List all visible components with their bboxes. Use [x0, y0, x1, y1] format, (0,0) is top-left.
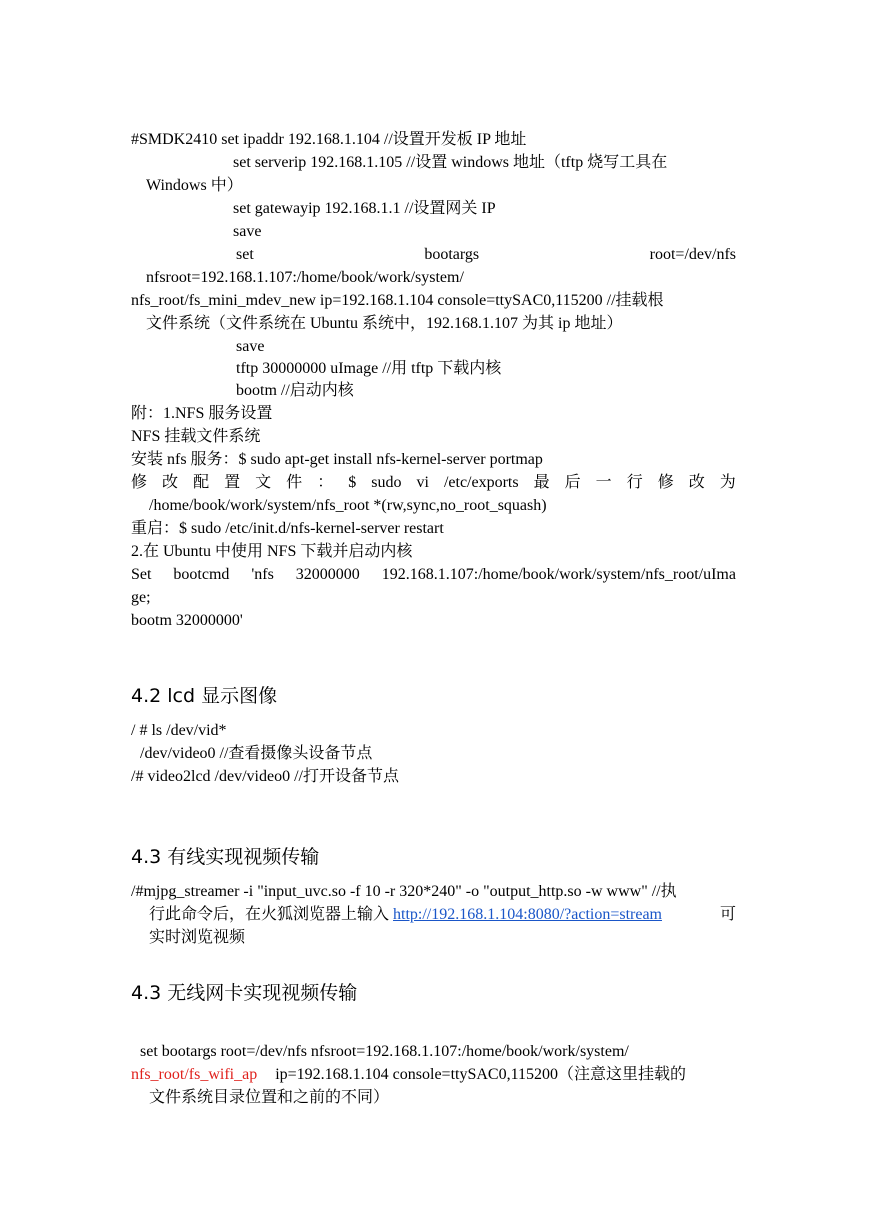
word: 修 — [131, 474, 148, 491]
word: 为 — [719, 474, 736, 491]
exports-entry-line: /home/book/work/system/nfs_root *(rw,sync,no_root_squash) — [149, 497, 547, 514]
install-nfs-line: 安装 nfs 服务：$ sudo apt-get install nfs-kernel-server portmap — [131, 451, 543, 468]
bootcmd-bootm-line: bootm 32000000' — [131, 612, 243, 629]
bootargs-word: root=/dev/nfs — [649, 246, 736, 263]
word: 32000000 — [295, 566, 360, 583]
word: 最 — [533, 474, 550, 491]
save-line-1: save — [233, 223, 262, 240]
word: Set — [131, 566, 152, 583]
wifi-rootfs-rest: ip=192.168.1.104 console=ttySAC0,115200（注意这里挂载的 — [275, 1066, 686, 1083]
ls-dev-line: / # ls /dev/vid* — [131, 722, 227, 739]
word: 文 — [255, 474, 272, 491]
nfs-root-path-line: nfs_root/fs_mini_mdev_new ip=192.168.1.104 console=ttySAC0,115200 //挂载根 — [131, 292, 664, 309]
word: 一 — [595, 474, 612, 491]
nfs-mount-title: NFS 挂载文件系统 — [131, 428, 261, 445]
wifi-rootfs-note-line: 文件系统目录位置和之前的不同） — [149, 1089, 390, 1106]
nfsroot-line: nfsroot=192.168.1.107:/home/book/work/system/ — [146, 269, 464, 286]
word: 192.168.1.107:/home/book/work/system/nfs_root/uIma — [381, 566, 736, 583]
browser-url-prefix-text: 行此命令后，在火狐浏览器上输入 — [149, 906, 394, 923]
browser-url-line — [149, 905, 736, 925]
word: 后 — [564, 474, 581, 491]
wifi-bootargs-line: set bootargs root=/dev/nfs nfsroot=192.168.1.107:/home/book/work/system/ — [140, 1043, 629, 1060]
bootm-line: bootm //启动内核 — [236, 382, 354, 399]
edit-exports-line — [131, 473, 736, 493]
ubuntu-nfs-title: 2.在 Ubuntu 中使用 NFS 下载并启动内核 — [131, 543, 413, 560]
video0-line: /dev/video0 //查看摄像头设备节点 — [140, 745, 373, 762]
word: 配 — [193, 474, 210, 491]
wifi-rootfs-line — [131, 1065, 686, 1085]
word: 件 — [286, 474, 303, 491]
word: 行 — [626, 474, 643, 491]
bootargs-line — [236, 245, 736, 265]
bootargs-word: set — [236, 246, 254, 263]
word: $ — [348, 474, 357, 491]
appendix-title: 附：1.NFS 服务设置 — [131, 405, 273, 422]
mjpg-streamer-line: /#mjpg_streamer -i "input_uvc.so -f 10 -r 320*240" -o "output_http.so -w www" //执 — [131, 883, 677, 900]
browser-url-prefix — [149, 905, 662, 925]
realtime-view-line: 实时浏览视频 — [149, 929, 246, 946]
bootcmd-line — [131, 565, 736, 585]
word: /etc/exports — [443, 474, 519, 491]
word: 'nfs — [251, 566, 274, 583]
bootcmd-line-cont: ge; — [131, 589, 151, 606]
word: vi — [416, 474, 429, 491]
word: sudo — [371, 474, 402, 491]
ipaddr-line: #SMDK2410 set ipaddr 192.168.1.104 //设置开发板 IP 地址 — [131, 131, 527, 148]
word: 改 — [162, 474, 179, 491]
restart-line: 重启：$ sudo /etc/init.d/nfs-kernel-server restart — [131, 520, 444, 537]
wifi-rootfs-path: nfs_root/fs_wifi_ap — [131, 1066, 258, 1083]
serverip-line: set serverip 192.168.1.105 //设置 windows 地址（tftp 烧写工具在 — [233, 154, 668, 171]
gatewayip-line: set gatewayip 192.168.1.1 //设置网关 IP — [233, 200, 496, 217]
browser-url-suffix: 可 — [719, 906, 736, 923]
rootfs-comment-line: 文件系统（文件系统在 Ubuntu 系统中，192.168.1.107 为其 ip 地址） — [146, 315, 623, 332]
word: bootcmd — [173, 566, 230, 583]
serverip-line-cont: Windows 中） — [146, 177, 243, 194]
word: 改 — [688, 474, 705, 491]
bootargs-word: bootargs — [424, 246, 480, 263]
stream-url-link[interactable]: http://192.168.1.104:8080/?action=stream — [393, 906, 662, 923]
save-line-2: save — [236, 338, 265, 355]
section-heading-wired-video: 4.3 有线实现视频传输 — [131, 846, 320, 868]
tftp-line: tftp 30000000 uImage //用 tftp 下载内核 — [236, 360, 502, 377]
section-heading-wireless-video: 4.3 无线网卡实现视频传输 — [131, 982, 358, 1004]
word: 置 — [224, 474, 241, 491]
video2lcd-line: /# video2lcd /dev/video0 //打开设备节点 — [131, 768, 399, 785]
section-heading-lcd: 4.2 lcd 显示图像 — [131, 685, 278, 707]
word: 修 — [657, 474, 674, 491]
word: ： — [317, 474, 334, 491]
